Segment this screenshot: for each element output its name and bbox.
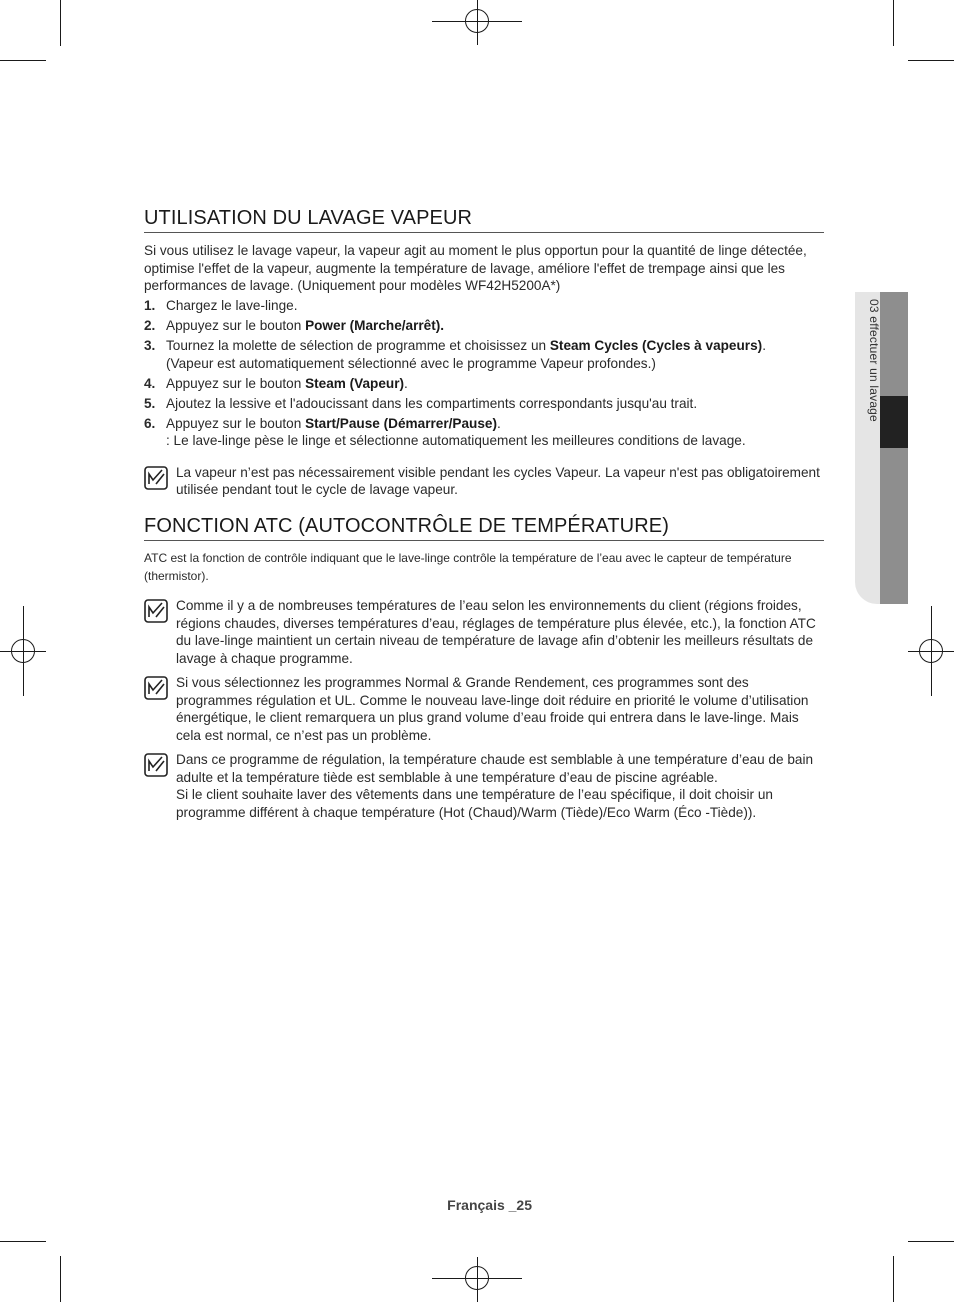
section-intro: ATC est la fonction de contrôle indiquant que le lave-linge contrôle la température de l’eau avec le capteur de température (thermistor). xyxy=(144,551,792,583)
note-text: Si vous sélectionnez les programmes Normal & Grande Rendement, ces programmes sont des programmes régulation et UL. Comme le nouveau lave-linge doit réduire en priorité le volume d’utilisation énergétique, le client remarquera un plus grand volume d’eau froide qui entrera dans le lave-linge. Mais cela est normal, ce n’est pas un problème. xyxy=(176,675,809,743)
note-text: La vapeur n’est pas nécessairement visible pendant les cycles Vapeur. La vapeur n'est pas obligatoirement utilisée pendant tout le cycle de lavage vapeur. xyxy=(176,464,820,497)
list-item: 4. Appuyez sur le bouton Steam (Vapeur). xyxy=(144,375,408,391)
side-tab-label: 03 effectuer un lavage xyxy=(867,299,881,422)
section-intro: Si vous utilisez le lavage vapeur, la vapeur agit au moment le plus opportun pour la quantité de linge détectée, optimise l'effet de la vapeur, augmente la température de lavage, améliore l'effet de trempage ainsi que les performances de lavage. (Uniquement pour modèles WF42H5200A*) xyxy=(144,243,807,293)
page-number: Français _25 xyxy=(447,1197,532,1213)
note xyxy=(144,751,824,821)
section-title: UTILISATION DU LAVAGE VAPEUR xyxy=(144,206,824,233)
section-atc xyxy=(144,514,824,821)
note-text: Si le client souhaite laver des vêtements dans une température de l’eau spécifique, il doit choisir un programme différent à chaque température (Hot (Chaud)/Warm (Tiède)/Eco Warm (Éco -Tiède)). xyxy=(176,787,773,820)
note xyxy=(144,674,824,744)
side-tab-bar xyxy=(880,292,908,604)
note-text: Dans ce programme de régulation, la température chaude est semblable à une température d’eau de bain adulte et la température tiède est semblable à une température d’eau de piscine agréable. xyxy=(176,752,814,785)
list-item: 6. Appuyez sur le bouton Start/Pause (Démarrer/Pause). : Le lave-linge pèse le linge et sélectionne automatiquement les meilleures conditions de lavage. xyxy=(144,415,746,448)
note-pencil-icon xyxy=(144,676,168,700)
note-pencil-icon xyxy=(144,599,168,623)
list-item: 2. Appuyez sur le bouton Power (Marche/arrêt). xyxy=(144,318,445,333)
note xyxy=(144,464,824,499)
list-item: 1. Chargez le lave-linge. xyxy=(144,298,298,313)
list-item: 3. Tournez la molette de sélection de programme et choisissez un Steam Cycles (Cycles à vapeurs). (Vapeur est automatiquement sélectionné avec le programme Vapeur profondes.) xyxy=(144,338,766,371)
section-title: FONCTION ATC (AUTOCONTRÔLE DE TEMPÉRATURE) xyxy=(144,514,824,541)
note xyxy=(144,597,824,667)
side-tab-marker xyxy=(880,396,908,448)
note-pencil-icon xyxy=(144,466,168,490)
list-item: 5. Ajoutez la lessive et l'adoucissant dans les compartiments correspondants jusqu'au trait. xyxy=(144,395,698,411)
note-text: Comme il y a de nombreuses températures de l’eau selon les environnements du client (régions froides, régions chaudes, diverses températures d’eau, réglages de température plus élevée, etc.), la fonction ATC du lave-linge maintient un certain niveau de température de lavage afin d’obtenir les meilleurs résultats de lavage à chaque programme. xyxy=(176,598,816,666)
section-steam xyxy=(144,206,824,499)
note-pencil-icon xyxy=(144,753,168,777)
steps-list xyxy=(144,297,824,450)
